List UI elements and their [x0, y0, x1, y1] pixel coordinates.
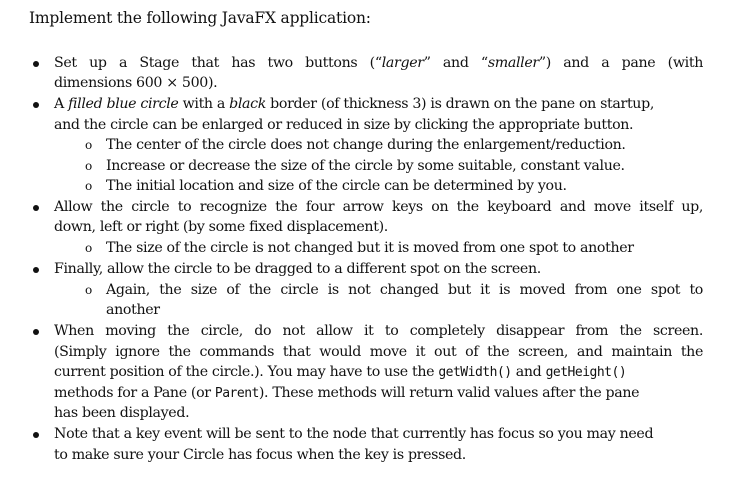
- item-2-sub-1: The center of the circle does not change during the enlargement/reduction.: [106, 137, 626, 153]
- bullet-icon: [33, 329, 39, 335]
- bullet-icon: [33, 205, 39, 211]
- item-4-sub-1-line-2: another: [106, 302, 160, 318]
- item-3-sub-1: The size of the circle is not changed but it is moved from one spot to another: [106, 240, 634, 256]
- item-4-sub-1-line-1: Again, the size of the circle is not changed but it is moved from one spot to: [106, 282, 703, 298]
- document-title: Implement the following JavaFX application:: [29, 9, 371, 27]
- code-getwidth: getWidth(): [438, 365, 512, 380]
- item-4-line-1: Finally, allow the circle to be dragged to a different spot on the screen.: [54, 261, 541, 277]
- item-3-line-2: down, left or right (by some fixed displacement).: [54, 219, 388, 235]
- item-1-line-2: dimensions 600 × 500).: [54, 75, 218, 91]
- item-2-line-2: and the circle can be enlarged or reduced in size by clicking the appropriate button.: [54, 117, 634, 133]
- subbullet-icon: o: [85, 159, 93, 173]
- item-3-line-1: Allow the circle to recognize the four arrow keys on the keyboard and move itself up,: [54, 199, 703, 215]
- bullet-icon: [33, 432, 39, 438]
- item-2-sub-2: Increase or decrease the size of the circle by some suitable, constant value.: [106, 158, 625, 174]
- item-2-line-1: A filled blue circle with a black border (of thickness 3) is drawn on the pane on startup,: [54, 96, 654, 112]
- item-5-line-3: current position of the circle.). You may have to use the getWidth() and getHeight(): [54, 364, 627, 380]
- item-1-line-1: Set up a Stage that has two buttons (“larger” and “smaller”) and a pane (with: [54, 55, 703, 71]
- code-parent: Parent: [214, 386, 259, 401]
- item-5-line-5: has been displayed.: [54, 405, 190, 421]
- item-2-sub-3: The initial location and size of the circle can be determined by you.: [106, 178, 567, 194]
- bullet-icon: [33, 61, 39, 67]
- subbullet-icon: o: [85, 283, 93, 297]
- item-5-line-2: (Simply ignore the commands that would move it out of the screen, and maintain the: [54, 344, 703, 360]
- item-5-line-4: methods for a Pane (or Parent). These methods will return valid values after the pane: [54, 385, 640, 401]
- subbullet-icon: o: [85, 241, 93, 255]
- subbullet-icon: o: [85, 179, 93, 193]
- code-getheight: getHeight(): [545, 365, 627, 380]
- subbullet-icon: o: [85, 138, 93, 152]
- bullet-icon: [33, 267, 39, 273]
- item-6-line-1: Note that a key event will be sent to the node that currently has focus so you may need: [54, 426, 654, 442]
- bullet-icon: [33, 102, 39, 108]
- item-5-line-1: When moving the circle, do not allow it to completely disappear from the screen.: [54, 323, 703, 339]
- item-6-line-2: to make sure your Circle has focus when the key is pressed.: [54, 447, 466, 463]
